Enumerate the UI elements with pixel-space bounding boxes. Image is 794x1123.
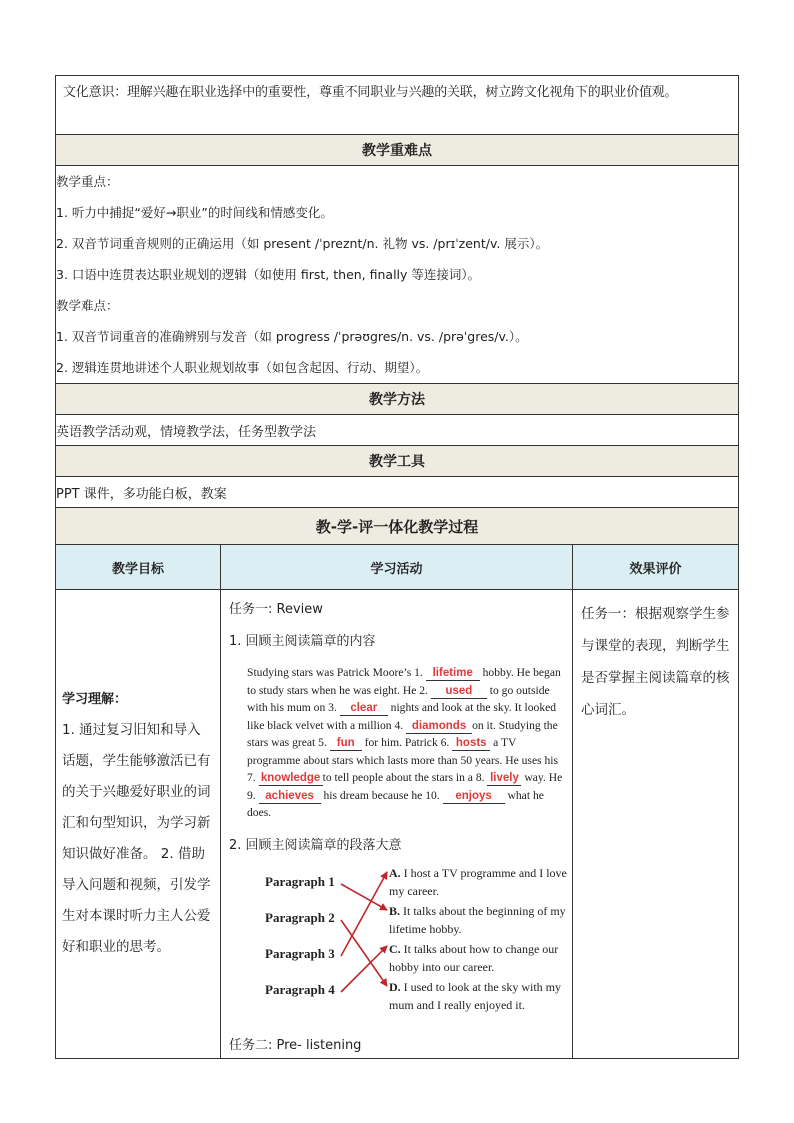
culture-text: 文化意识：理解兴趣在职业选择中的重要性，尊重不同职业与兴趣的关联，树立跨文化视角下的职业价值观。: [63, 85, 678, 100]
focus-item: 1. 听力中捕捉“爱好→职业”的时间线和情感变化。: [56, 205, 333, 220]
option-text: I used to look at the sky with my: [403, 979, 561, 994]
passage-text: on it. Studying the stars was great 5.: [247, 718, 558, 749]
column-header-goal: 教学目标: [56, 545, 221, 590]
answer-blank: achieves: [259, 789, 321, 804]
option-key: A.: [389, 865, 401, 880]
process-body-row: [56, 590, 739, 1059]
passage-text: way. He 9.: [247, 771, 563, 802]
activity-cell: [221, 590, 572, 1056]
column-header-row: [56, 545, 739, 590]
passage-text: nights and look at the sky. It looked like black velvet with a million 4.: [247, 701, 557, 732]
difficulty-item: 2. 逻辑连贯地讲述个人职业规划故事（如包含起因、行动、期望）。: [56, 360, 429, 375]
focus-title: 教学重点：: [56, 174, 119, 189]
focus-item: 2. 双音节词重音规则的正确运用（如 present /ˈpreznt/n. 礼物 vs. /prɪˈzent/v. 展示）。: [56, 236, 549, 251]
match-arrow: [341, 872, 387, 956]
option-key: C.: [389, 941, 401, 956]
passage-text: hobby. He began to study stars when he was eight. He 2.: [247, 666, 561, 697]
task2-title: 任务二: Pre- listening: [229, 1037, 362, 1053]
answer-blank: knowledge: [259, 771, 323, 786]
method-header: 教学方法: [56, 384, 739, 415]
answer-blank: clear: [340, 701, 388, 716]
process-header: 教-学-评一体化教学过程: [56, 508, 739, 545]
passage-text: to tell people about the stars in a 8.: [322, 771, 488, 784]
option-text: It talks about the beginning of my: [403, 903, 566, 918]
option-key: B.: [389, 903, 401, 918]
option-text: I host a TV programme and I love: [403, 865, 567, 880]
goal-text: 1. 通过复习旧知和导入话题，学生能够激活已有的关于兴趣爱好职业的词汇和句型知识，为学习新知识做好准备。 2. 借助导入问题和视频，引发学生对本课时听力主人公爱好和职业的思考。: [62, 722, 211, 955]
process-header-row: [56, 508, 739, 545]
tools-header: 教学工具: [56, 446, 739, 477]
culture-row: [56, 76, 739, 135]
option-key: D.: [389, 979, 401, 994]
matching-arrows: [229, 864, 581, 1029]
passage-text: a TV programme about stars which lasts more than 50 years. He uses his 7.: [247, 736, 559, 784]
task1-step1: 1. 回顾主阅读篇章的内容: [229, 634, 376, 649]
column-header-activity: 学习活动: [221, 545, 573, 590]
method-header-row: [56, 384, 739, 415]
goal-title: 学习理解：: [62, 692, 128, 707]
lesson-plan-table: [55, 75, 739, 1059]
passage-text: to go outside with his mum on 3.: [247, 683, 550, 714]
tools-text: PPT 课件，多功能白板，教案: [56, 477, 739, 508]
column-header-evaluation: 效果评价: [573, 545, 739, 590]
passage-text: for him. Patrick 6.: [361, 736, 453, 749]
keypoints-header-row: [56, 135, 739, 166]
focus-item: 3. 口语中连贯表达职业规划的逻辑（如使用 first, then, finally 等连接词）。: [56, 267, 481, 282]
option-text: lifetime hobby.: [389, 921, 462, 936]
paragraph-label: Paragraph 3: [265, 945, 335, 961]
option-text: my career.: [389, 883, 439, 898]
paragraph-matching: [229, 864, 567, 1029]
answer-blank: diamonds: [406, 719, 472, 734]
answer-blank: lively: [487, 771, 521, 786]
answer-blank: hosts: [452, 736, 490, 751]
keypoints-row: [56, 166, 739, 384]
task1-title: 任务一: Review: [229, 602, 323, 617]
passage-text: Studying stars was Patrick Moore’s 1.: [247, 666, 426, 679]
passage-text: his dream because he 10.: [320, 788, 443, 802]
tools-row: [56, 477, 739, 508]
review-passage: [247, 664, 565, 822]
tools-header-row: [56, 446, 739, 477]
goal-cell: [56, 590, 220, 963]
answer-blank: enjoys: [443, 789, 505, 804]
difficulty-item: 1. 双音节词重音的准确辨别与发音（如 progress /ˈprəʊgres/n. vs. /prəˈgres/v.）。: [56, 329, 528, 344]
match-arrow: [341, 884, 387, 910]
method-text: 英语教学活动观，情境教学法，任务型教学法: [56, 415, 739, 446]
answer-blank: fun: [330, 736, 362, 751]
answer-blank: used: [431, 684, 487, 699]
keypoints-header: 教学重难点: [56, 135, 739, 166]
option-text: mum and I really enjoyed it.: [389, 997, 525, 1012]
paragraph-label: Paragraph 2: [265, 909, 335, 925]
passage-text: what he does.: [247, 788, 544, 819]
difficulty-title: 教学难点：: [56, 298, 119, 313]
option-text: hobby into our career.: [389, 959, 495, 974]
paragraph-label: Paragraph 1: [265, 873, 335, 889]
task1-step2: 2. 回顾主阅读篇章的段落大意: [229, 837, 402, 853]
paragraph-label: Paragraph 4: [265, 981, 335, 997]
evaluation-text: 任务一：根据观察学生参与课堂的表现，判断学生是否掌握主阅读篇章的核心词汇。: [581, 606, 730, 718]
answer-blank: lifetime: [426, 666, 480, 681]
option-text: It talks about how to change our: [403, 941, 559, 956]
method-row: [56, 415, 739, 446]
